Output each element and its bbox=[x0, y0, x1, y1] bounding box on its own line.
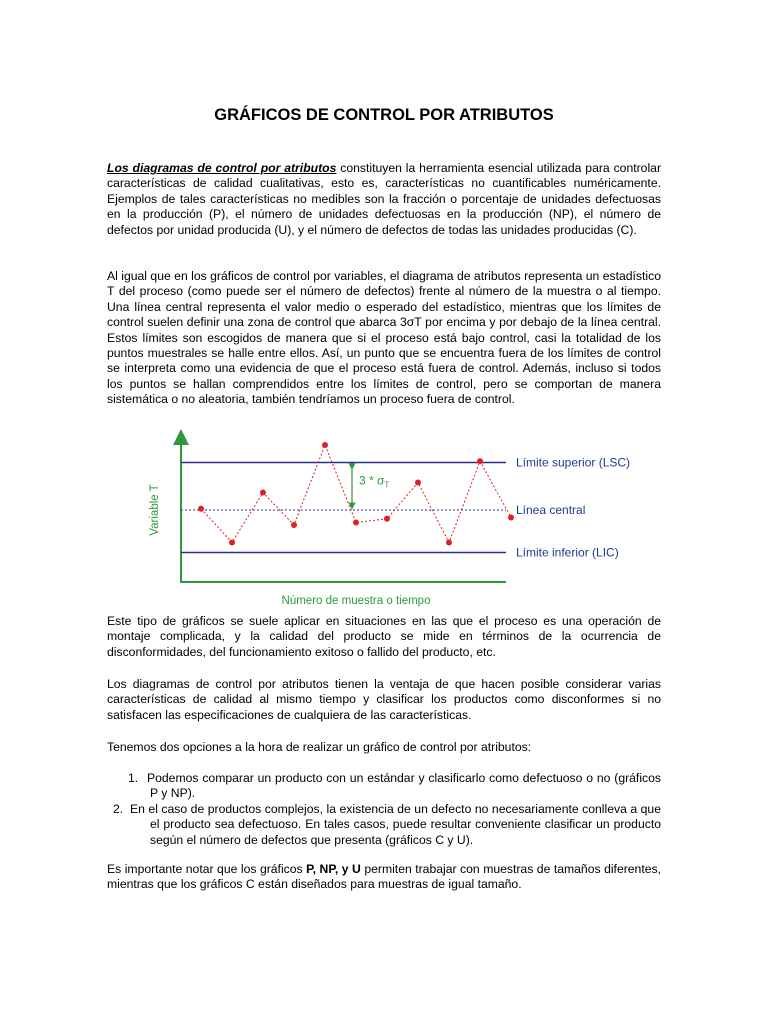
list-item bbox=[107, 771, 661, 802]
closing-text-start: Es importante notar que los gráficos bbox=[107, 862, 307, 876]
list-item bbox=[107, 802, 661, 848]
intro-paragraph bbox=[107, 161, 661, 238]
closing-paragraph bbox=[107, 862, 661, 893]
data-point-6 bbox=[353, 520, 359, 526]
intro-text: constituyen la herramienta esencial utilizada para controlar características de calidad cualitativas, esto es, características no cuantificables numéricamente. Ejemplos de tales características no medibles son la fracción o porcentaje de unidades defectuosas en la producción (P), el número de unidades defectuosas en la producción (NP), el número de defectos por unidad producida (U), y el número de defectos de todas las unidades producidas (C). bbox=[107, 161, 661, 237]
options-list bbox=[107, 771, 661, 848]
data-point-11 bbox=[508, 515, 514, 521]
sigma-label: $3 * \sigma_T$ bbox=[359, 473, 390, 490]
list-item-number: 1. bbox=[128, 771, 139, 785]
closing-bold-terms: P, NP, y U bbox=[306, 862, 361, 876]
data-point-8 bbox=[415, 480, 421, 486]
page-title: GRÁFICOS DE CONTROL POR ATRIBUTOS bbox=[214, 106, 554, 124]
data-point-3 bbox=[260, 490, 266, 496]
list-item-text: Podemos comparar un producto con un estándar y clasificarlo como defectuoso o no (gráficos P y NP). bbox=[147, 771, 661, 801]
data-point-9 bbox=[446, 540, 452, 546]
data-point-7 bbox=[384, 516, 390, 522]
application-paragraph: Este tipo de gráficos se suele aplicar en situaciones en las que el proceso es una operación de montaje complicada, y la calidad del producto se mide en términos de la ocurrencia de disconformidades, del funcionamiento exitoso o fallido del producto, etc. bbox=[107, 614, 661, 659]
series-line bbox=[201, 445, 511, 543]
list-item-text: En el caso de productos complejos, la existencia de un defecto no necesariamente conlleva a que el producto sea defectuoso. En tales casos, puede resultar conveniente clasificar un producto según el número de defectos que presenta (gráficos C y U). bbox=[130, 801, 661, 847]
list-item-number: 2. bbox=[113, 801, 124, 816]
options-intro: Tenemos dos opciones a la hora de realizar un gráfico de control por atributos: bbox=[107, 740, 532, 754]
center-line-label: Línea central bbox=[516, 503, 586, 517]
data-point-5 bbox=[322, 442, 328, 448]
advantage-paragraph: Los diagramas de control por atributos tienen la ventaja de que hacen posible considerar varias características de calidad al mismo tiempo y clasificar los productos como disconformes si no satisfacen las especificaciones de cualquiera de las características. bbox=[107, 677, 661, 722]
data-points bbox=[198, 442, 514, 546]
data-point-4 bbox=[291, 522, 297, 528]
data-point-2 bbox=[229, 540, 235, 546]
y-axis-label: Variable T bbox=[149, 484, 161, 536]
x-axis-label: Número de muestra o tiempo bbox=[281, 595, 431, 607]
lead-term: Los diagramas de control por atributos bbox=[107, 161, 337, 175]
closing-text-end: permiten trabajar con muestras de tamaños diferentes, mientras que los gráficos C están diseñados para muestras de igual tamaño. bbox=[107, 862, 661, 892]
data-point-10 bbox=[477, 458, 483, 464]
data-point-1 bbox=[198, 506, 204, 512]
upper-limit-label: Límite superior (LSC) bbox=[516, 455, 631, 470]
control-chart-paragraph: Al igual que en los gráficos de control por variables, el diagrama de atributos representa un estadístico T del proceso (como puede ser el número de defectos) frente al número de la muestra o al tiempo. Una línea central representa el valor medio o esperado del estadístico, mientras que los límites de control suelen definir una zona de control que abarca 3σT por encima y por debajo de la línea central. Estos límites son escogidos de manera que si el proceso está bajo control, casi la totalidad de los puntos muestrales se halle entre ellos. Así, un punto que se encuentra fuera de los límites de control se interpreta como una evidencia de que el proceso está fuera de control. Además, incluso si todos los puntos se hallan comprendidos entre los límites de control, pero se comportan de manera sistemática o no aleatoria, también tendríamos un proceso fuera de control. bbox=[107, 269, 661, 407]
lower-limit-label: Límite inferior (LIC) bbox=[516, 545, 619, 560]
control-chart bbox=[140, 425, 660, 615]
